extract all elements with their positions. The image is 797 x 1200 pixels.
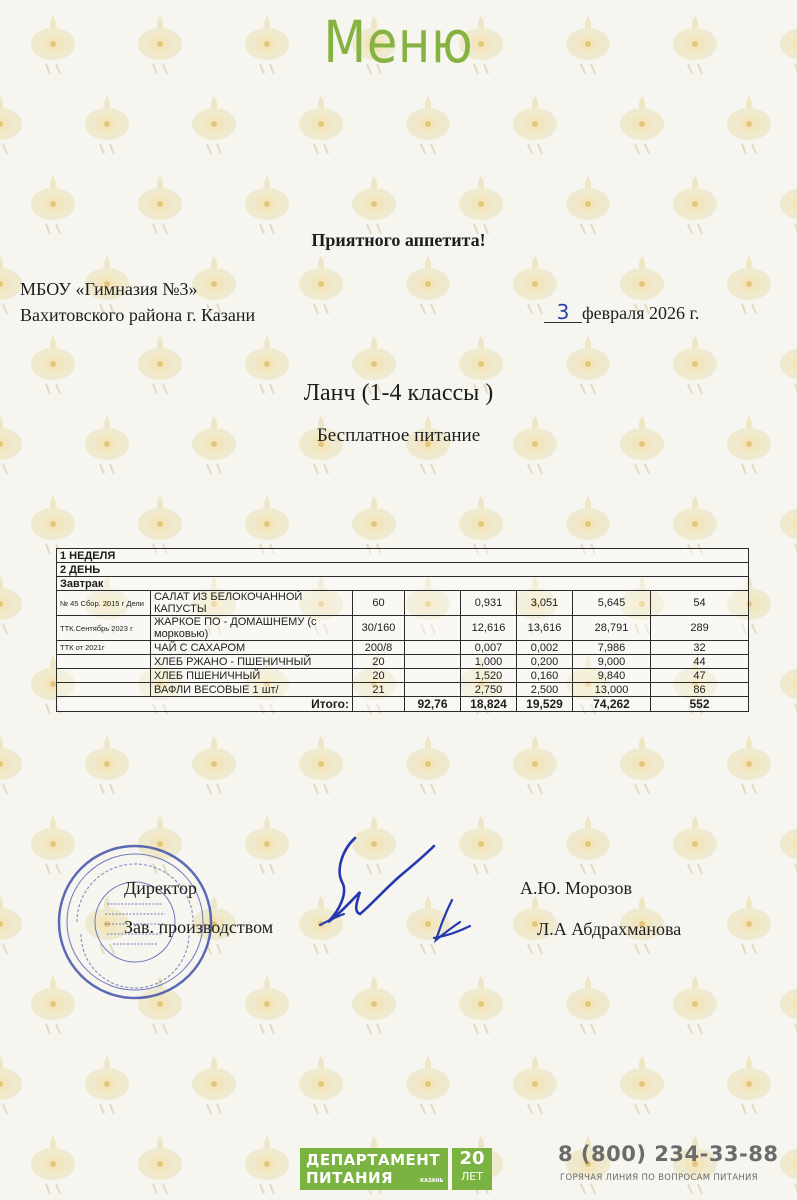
- carbohydrates: 9,840: [573, 669, 651, 683]
- portion-weight: 200/8: [353, 641, 405, 655]
- hotline-caption: ГОРЯЧАЯ ЛИНИЯ ПО ВОПРОСАМ ПИТАНИЯ: [560, 1173, 758, 1183]
- recipe-source: ТТК.Сентябрь 2023 г: [57, 616, 151, 641]
- table-row: [57, 591, 749, 616]
- portion-weight: 21: [353, 683, 405, 697]
- table-row: [57, 655, 749, 669]
- table-row: [57, 683, 749, 697]
- proteins: 12,616: [461, 616, 517, 641]
- dish-name: САЛАТ ИЗ БЕЛОКОЧАННОЙ КАПУСТЫ: [151, 591, 353, 616]
- logo-line2: ПИТАНИЯ: [306, 1169, 394, 1187]
- school-info: [20, 276, 255, 328]
- date-month-year: февраля 2026 г.: [582, 303, 700, 323]
- dish-name: ВАФЛИ ВЕСОВЫЕ 1 шт/: [151, 683, 353, 697]
- carbohydrates: 7,986: [573, 641, 651, 655]
- fats: 0,002: [517, 641, 573, 655]
- fats: 0,200: [517, 655, 573, 669]
- director-label: Директор: [124, 878, 198, 898]
- day-label: 2 ДЕНЬ: [57, 563, 749, 577]
- handwritten-signature: [300, 830, 480, 950]
- dish-name: ХЛЕБ РЖАНО - ПШЕНИЧНЫЙ: [151, 655, 353, 669]
- fats: 13,616: [517, 616, 573, 641]
- proteins: 1,520: [461, 669, 517, 683]
- total-calories: 552: [651, 697, 749, 712]
- carbohydrates: 5,645: [573, 591, 651, 616]
- proteins: 0,931: [461, 591, 517, 616]
- table-row: [57, 641, 749, 655]
- meal-subtitle: Бесплатное питание: [316, 425, 481, 446]
- portion-weight: 20: [353, 655, 405, 669]
- cost: [405, 616, 461, 641]
- calories: 54: [651, 591, 749, 616]
- calories: 86: [651, 683, 749, 697]
- production-manager-label: Зав. производством: [124, 917, 274, 937]
- logo-line1: ДЕПАРТАМЕНТ: [306, 1151, 441, 1169]
- dish-name: ЧАЙ С САХАРОМ: [151, 641, 353, 655]
- recipe-source: ТТК от 2021г: [57, 641, 151, 655]
- total-weight: [353, 697, 405, 712]
- school-name: МБОУ «Гимназия №3»: [20, 279, 198, 299]
- total-row: [57, 697, 749, 712]
- total-label: Итого:: [57, 697, 353, 712]
- meal-title: Ланч (1-4 классы ): [303, 380, 494, 406]
- greeting: Приятного аппетита!: [311, 230, 486, 250]
- page-title: Меню: [323, 8, 474, 76]
- menu-table: [56, 548, 749, 712]
- fats: 3,051: [517, 591, 573, 616]
- section-label: Завтрак: [57, 577, 749, 591]
- carbohydrates: 28,791: [573, 616, 651, 641]
- date-day: 3: [544, 302, 582, 323]
- table-row: [57, 669, 749, 683]
- hotline-phone: 8 (800) 234-33-88: [558, 1142, 779, 1166]
- department-logo: [300, 1148, 492, 1190]
- recipe-source: № 45 Сбор. 2015 г Дели: [57, 591, 151, 616]
- school-district: Вахитовского района г. Казани: [20, 305, 256, 325]
- logo-city: КАЗАНЬ: [420, 1178, 444, 1184]
- cost: [405, 641, 461, 655]
- cost: [405, 655, 461, 669]
- proteins: 1,000: [461, 655, 517, 669]
- total-proteins: 18,824: [461, 697, 517, 712]
- production-manager-name: Л.А Абдрахманова: [537, 919, 682, 939]
- calories: 44: [651, 655, 749, 669]
- carbohydrates: 9,000: [573, 655, 651, 669]
- recipe-source: [57, 669, 151, 683]
- anniversary-badge: 20 ЛЕТ: [452, 1148, 492, 1190]
- carbohydrates: 13,000: [573, 683, 651, 697]
- calories: 47: [651, 669, 749, 683]
- recipe-source: [57, 683, 151, 697]
- recipe-source: [57, 655, 151, 669]
- cost: [405, 669, 461, 683]
- proteins: 0,007: [461, 641, 517, 655]
- dish-name: ЖАРКОЕ ПО - ДОМАШНЕМУ (с морковью): [151, 616, 353, 641]
- portion-weight: 60: [353, 591, 405, 616]
- calories: 32: [651, 641, 749, 655]
- proteins: 2,750: [461, 683, 517, 697]
- cost: [405, 591, 461, 616]
- total-carbohydrates: 74,262: [573, 697, 651, 712]
- director-name: А.Ю. Морозов: [520, 878, 633, 898]
- menu-date: [544, 302, 699, 324]
- calories: 289: [651, 616, 749, 641]
- fats: 2,500: [517, 683, 573, 697]
- week-label: 1 НЕДЕЛЯ: [57, 549, 749, 563]
- cost: [405, 683, 461, 697]
- total-cost: 92,76: [405, 697, 461, 712]
- portion-weight: 20: [353, 669, 405, 683]
- table-row: [57, 616, 749, 641]
- portion-weight: 30/160: [353, 616, 405, 641]
- fats: 0,160: [517, 669, 573, 683]
- dish-name: ХЛЕБ ПШЕНИЧНЫЙ: [151, 669, 353, 683]
- total-fats: 19,529: [517, 697, 573, 712]
